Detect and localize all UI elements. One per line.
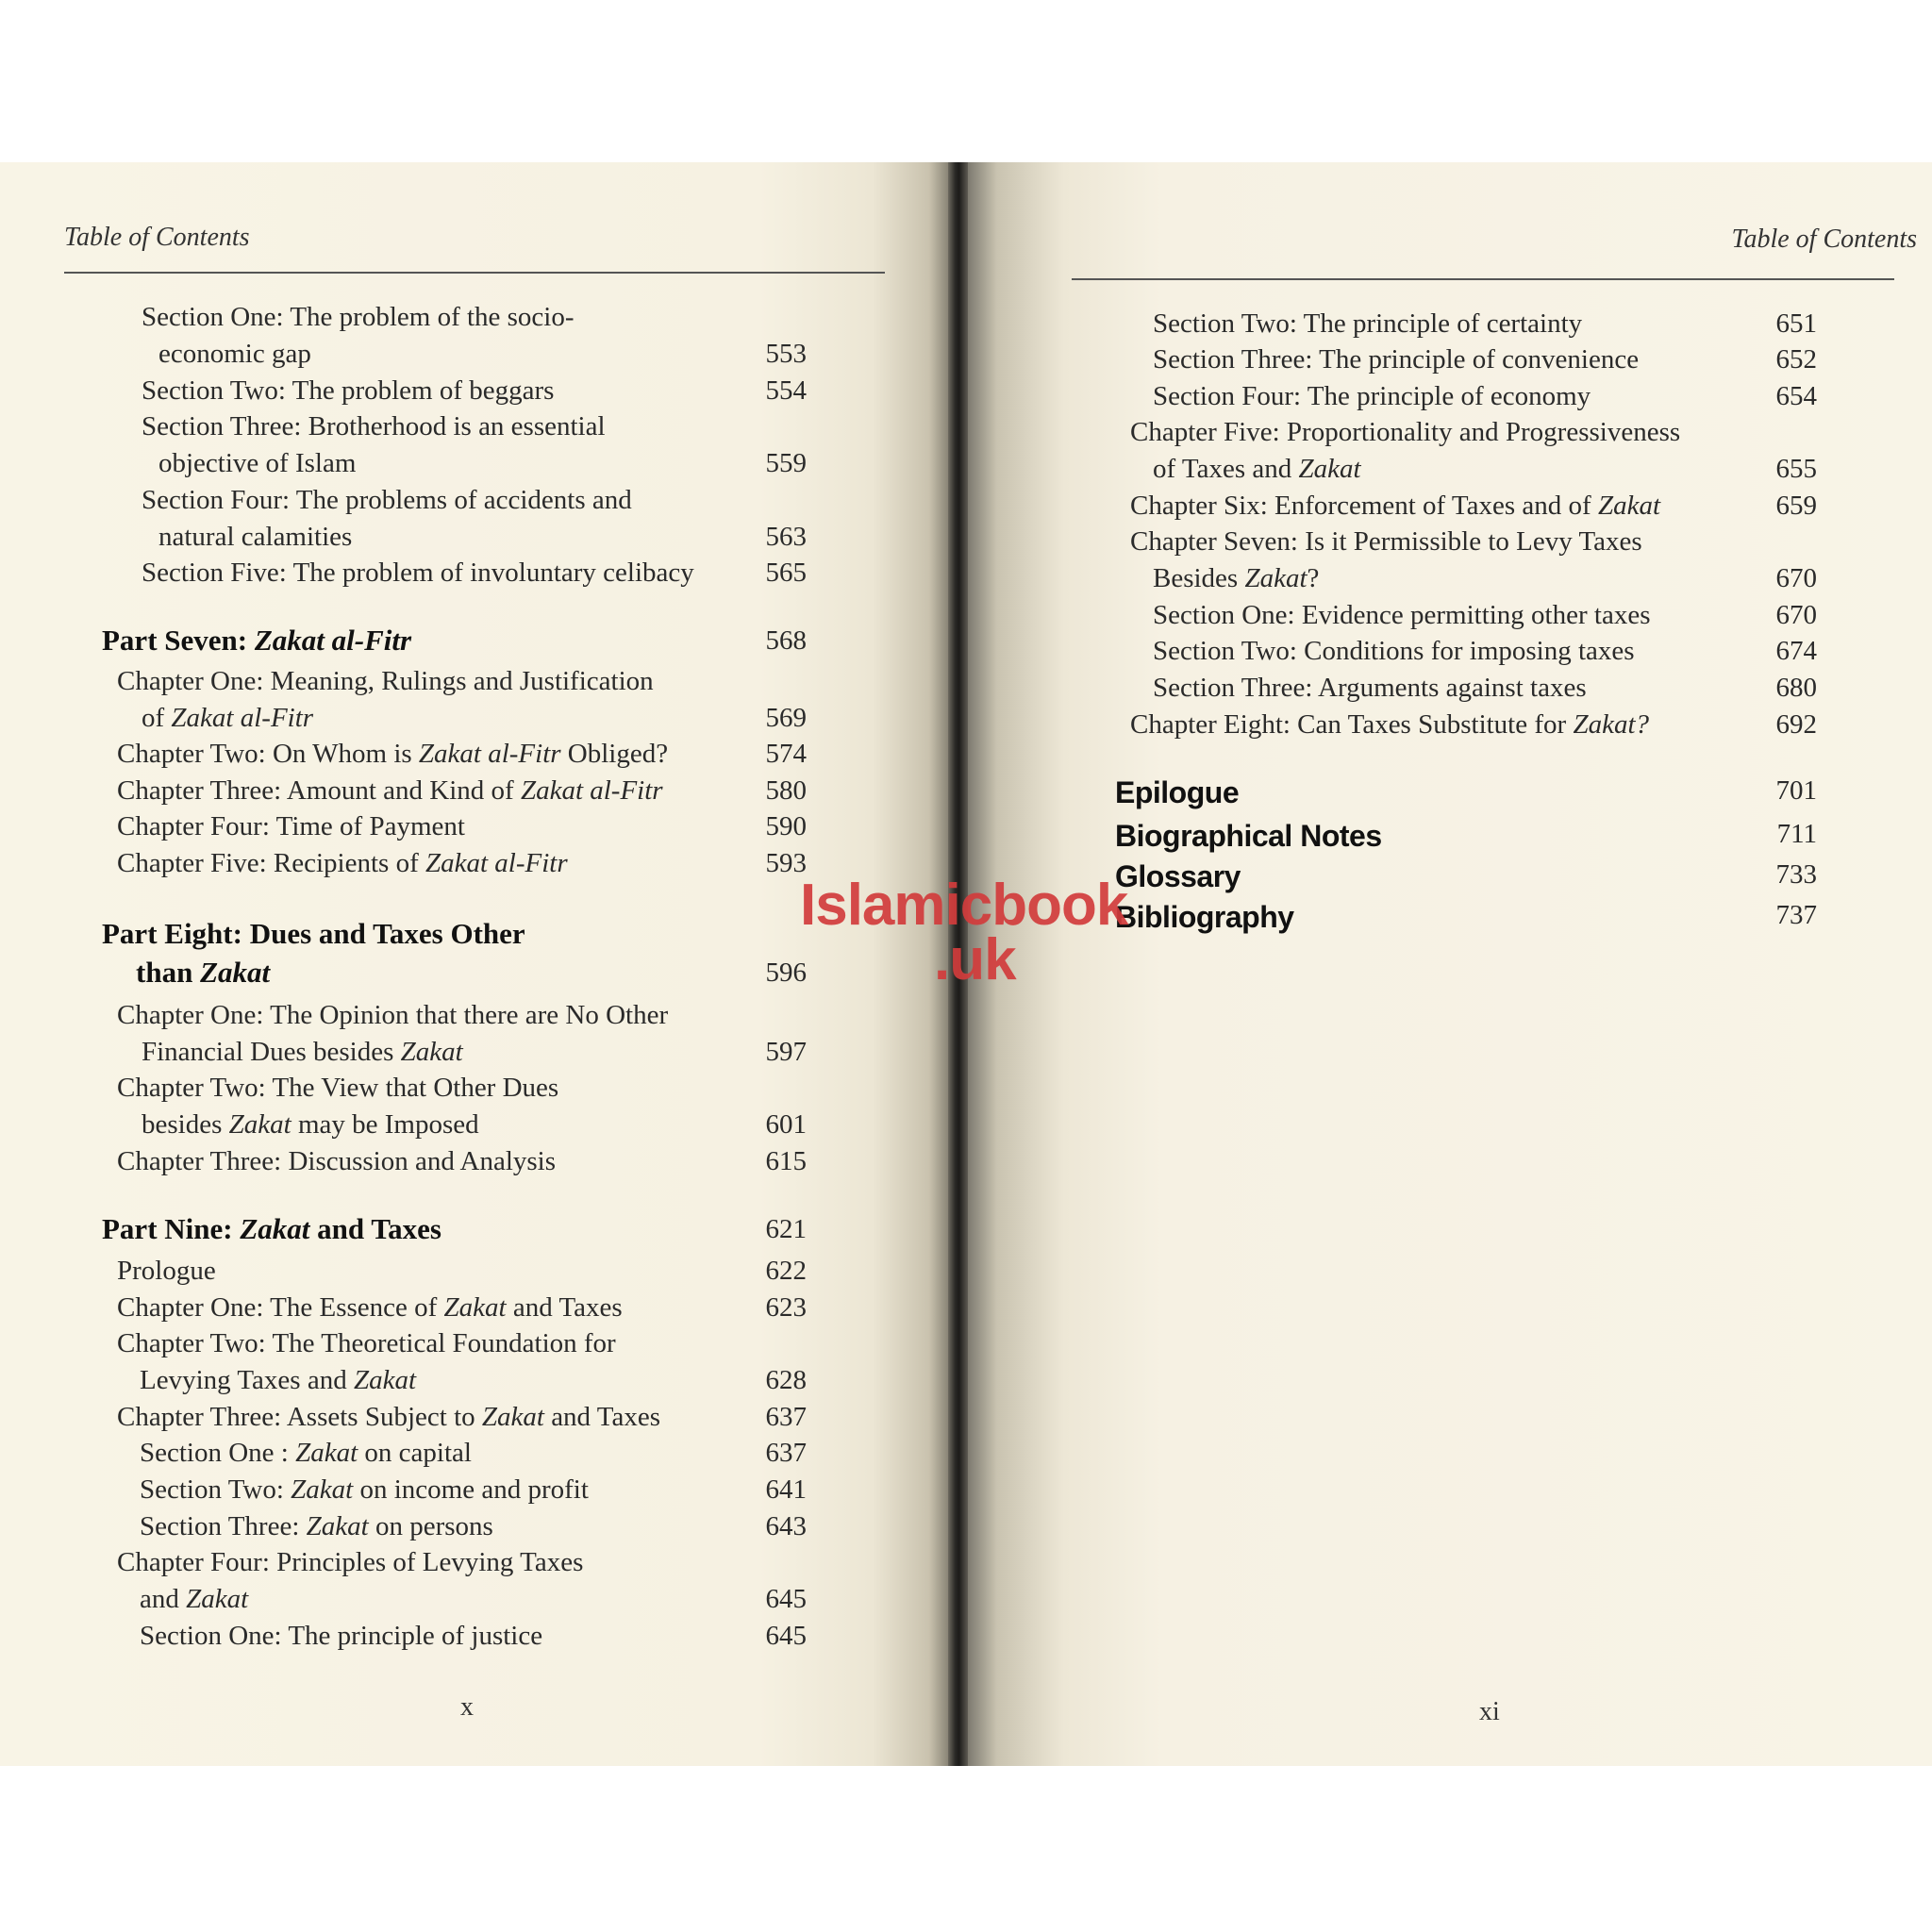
- page-number: 655: [1775, 454, 1817, 484]
- page-number: 628: [765, 1365, 807, 1395]
- toc-entry-cont: economic gap: [158, 339, 311, 369]
- toc-entry-cont: Levying Taxes and Zakat: [140, 1365, 417, 1395]
- page-number: 601: [765, 1109, 807, 1140]
- header-rule: [64, 272, 885, 274]
- page-number: 670: [1775, 600, 1817, 630]
- toc-entry-cont: and Zakat: [140, 1584, 249, 1614]
- toc-entry: Section Two: Zakat on income and profit: [140, 1474, 589, 1505]
- part-heading: Part Eight: Dues and Taxes Other: [102, 917, 525, 950]
- page-number: 651: [1775, 308, 1817, 339]
- page-number: 737: [1775, 900, 1817, 930]
- toc-entry: Chapter Two: On Whom is Zakat al-Fitr Obliged?: [117, 739, 669, 769]
- page-number: 565: [765, 558, 807, 588]
- toc-entry: Section One: The principle of justice: [140, 1621, 543, 1651]
- toc-entry: Prologue: [117, 1256, 216, 1286]
- toc-entry: Chapter Three: Assets Subject to Zakat and Taxes: [117, 1402, 661, 1432]
- page-number: 553: [765, 339, 807, 369]
- page-folio: x: [460, 1692, 474, 1722]
- page-number: 590: [765, 811, 807, 841]
- page-number: 554: [765, 375, 807, 406]
- toc-entry-cont: of Zakat al-Fitr: [142, 703, 314, 733]
- toc-entry: Chapter Five: Proportionality and Progressiveness: [1130, 417, 1681, 447]
- part-heading: Part Nine: Zakat and Taxes: [102, 1212, 441, 1245]
- page-number: 641: [765, 1474, 807, 1505]
- toc-entry: Chapter Four: Principles of Levying Taxes: [117, 1547, 584, 1577]
- toc-entry: Section Two: Conditions for imposing taxes: [1153, 636, 1635, 666]
- toc-entry: Section Two: The problem of beggars: [142, 375, 555, 406]
- toc-entry: Section Three: Zakat on persons: [140, 1511, 493, 1541]
- toc-entry: Section Three: Arguments against taxes: [1153, 673, 1587, 703]
- toc-entry: Chapter Two: The View that Other Dues: [117, 1073, 559, 1103]
- page-number: 622: [765, 1256, 807, 1286]
- left-page: [0, 162, 948, 1766]
- page-number: 615: [765, 1146, 807, 1176]
- part-heading: Part Seven: Zakat al-Fitr: [102, 624, 412, 657]
- page-number: 674: [1775, 636, 1817, 666]
- toc-entry-cont: objective of Islam: [158, 448, 357, 478]
- page-number: 733: [1775, 859, 1817, 890]
- page-number: 659: [1775, 491, 1817, 521]
- page-number: 670: [1775, 563, 1817, 593]
- toc-back-matter: Bibliography: [1115, 900, 1294, 934]
- header-rule: [1072, 278, 1894, 280]
- toc-entry: Section One : Zakat on capital: [140, 1438, 472, 1468]
- page-number: 645: [765, 1621, 807, 1651]
- page-number: 563: [765, 522, 807, 552]
- watermark-line2: .uk: [934, 927, 1016, 992]
- toc-entry: Chapter Five: Recipients of Zakat al-Fitr: [117, 848, 568, 878]
- toc-entry: Section Four: The principle of economy: [1153, 381, 1591, 411]
- toc-entry: Chapter One: Meaning, Rulings and Justification: [117, 666, 654, 696]
- toc-back-matter: Biographical Notes: [1115, 819, 1382, 853]
- running-head: Table of Contents: [64, 223, 250, 252]
- page-number: 623: [765, 1292, 807, 1323]
- page-number: 654: [1775, 381, 1817, 411]
- toc-entry-cont: of Taxes and Zakat: [1153, 454, 1361, 484]
- toc-back-matter: Epilogue: [1115, 775, 1240, 809]
- toc-entry: Section Five: The problem of involuntary celibacy: [142, 558, 694, 588]
- page-number: 701: [1775, 775, 1817, 806]
- page-number: 621: [765, 1214, 807, 1244]
- page-number: 637: [765, 1438, 807, 1468]
- toc-entry-cont: natural calamities: [158, 522, 353, 552]
- toc-entry: Chapter Six: Enforcement of Taxes and of Zakat: [1130, 491, 1660, 521]
- page-number: 574: [765, 739, 807, 769]
- toc-entry: Section Three: Brotherhood is an essential: [142, 411, 606, 441]
- toc-entry-cont: Besides Zakat?: [1153, 563, 1320, 593]
- page-number: 593: [765, 848, 807, 878]
- page-number: 692: [1775, 709, 1817, 740]
- page-number: 643: [765, 1511, 807, 1541]
- page-number: 680: [1775, 673, 1817, 703]
- page-number: 652: [1775, 344, 1817, 375]
- toc-entry: Chapter One: The Essence of Zakat and Taxes: [117, 1292, 623, 1323]
- page-number: 559: [765, 448, 807, 478]
- toc-entry: Section Four: The problems of accidents and: [142, 485, 632, 515]
- toc-entry: Section Three: The principle of convenience: [1153, 344, 1640, 375]
- toc-entry: Section Two: The principle of certainty: [1153, 308, 1583, 339]
- toc-entry: Chapter Two: The Theoretical Foundation for: [117, 1328, 616, 1358]
- toc-entry: Chapter Three: Discussion and Analysis: [117, 1146, 557, 1176]
- right-page: [968, 162, 1932, 1766]
- toc-entry: Chapter Four: Time of Payment: [117, 811, 465, 841]
- toc-entry: Chapter Three: Amount and Kind of Zakat al-Fitr: [117, 775, 663, 806]
- toc-entry-cont: Financial Dues besides Zakat: [142, 1037, 463, 1067]
- toc-entry-cont: besides Zakat may be Imposed: [142, 1109, 479, 1140]
- running-head: Table of Contents: [1731, 225, 1917, 254]
- page-number: 569: [765, 703, 807, 733]
- toc-entry: Chapter Eight: Can Taxes Substitute for Zakat?: [1130, 709, 1649, 740]
- toc-entry: Chapter Seven: Is it Permissible to Levy Taxes: [1130, 526, 1642, 557]
- toc-entry: Chapter One: The Opinion that there are No Other: [117, 1000, 669, 1030]
- book-spread: [0, 162, 1932, 1766]
- page-number: 711: [1776, 819, 1817, 849]
- page-number: 637: [765, 1402, 807, 1432]
- toc-entry: Section One: Evidence permitting other taxes: [1153, 600, 1651, 630]
- page-number: 645: [765, 1584, 807, 1614]
- page-number: 568: [765, 625, 807, 656]
- page-number: 580: [765, 775, 807, 806]
- page-number: 596: [765, 958, 807, 988]
- watermark-line1: Islamicbook: [800, 873, 1128, 938]
- page-folio: xi: [1479, 1697, 1500, 1726]
- page-number: 597: [765, 1037, 807, 1067]
- toc-entry: Section One: The problem of the socio-: [142, 302, 575, 332]
- part-heading-cont: than Zakat: [136, 956, 271, 989]
- toc-back-matter: Glossary: [1115, 859, 1241, 893]
